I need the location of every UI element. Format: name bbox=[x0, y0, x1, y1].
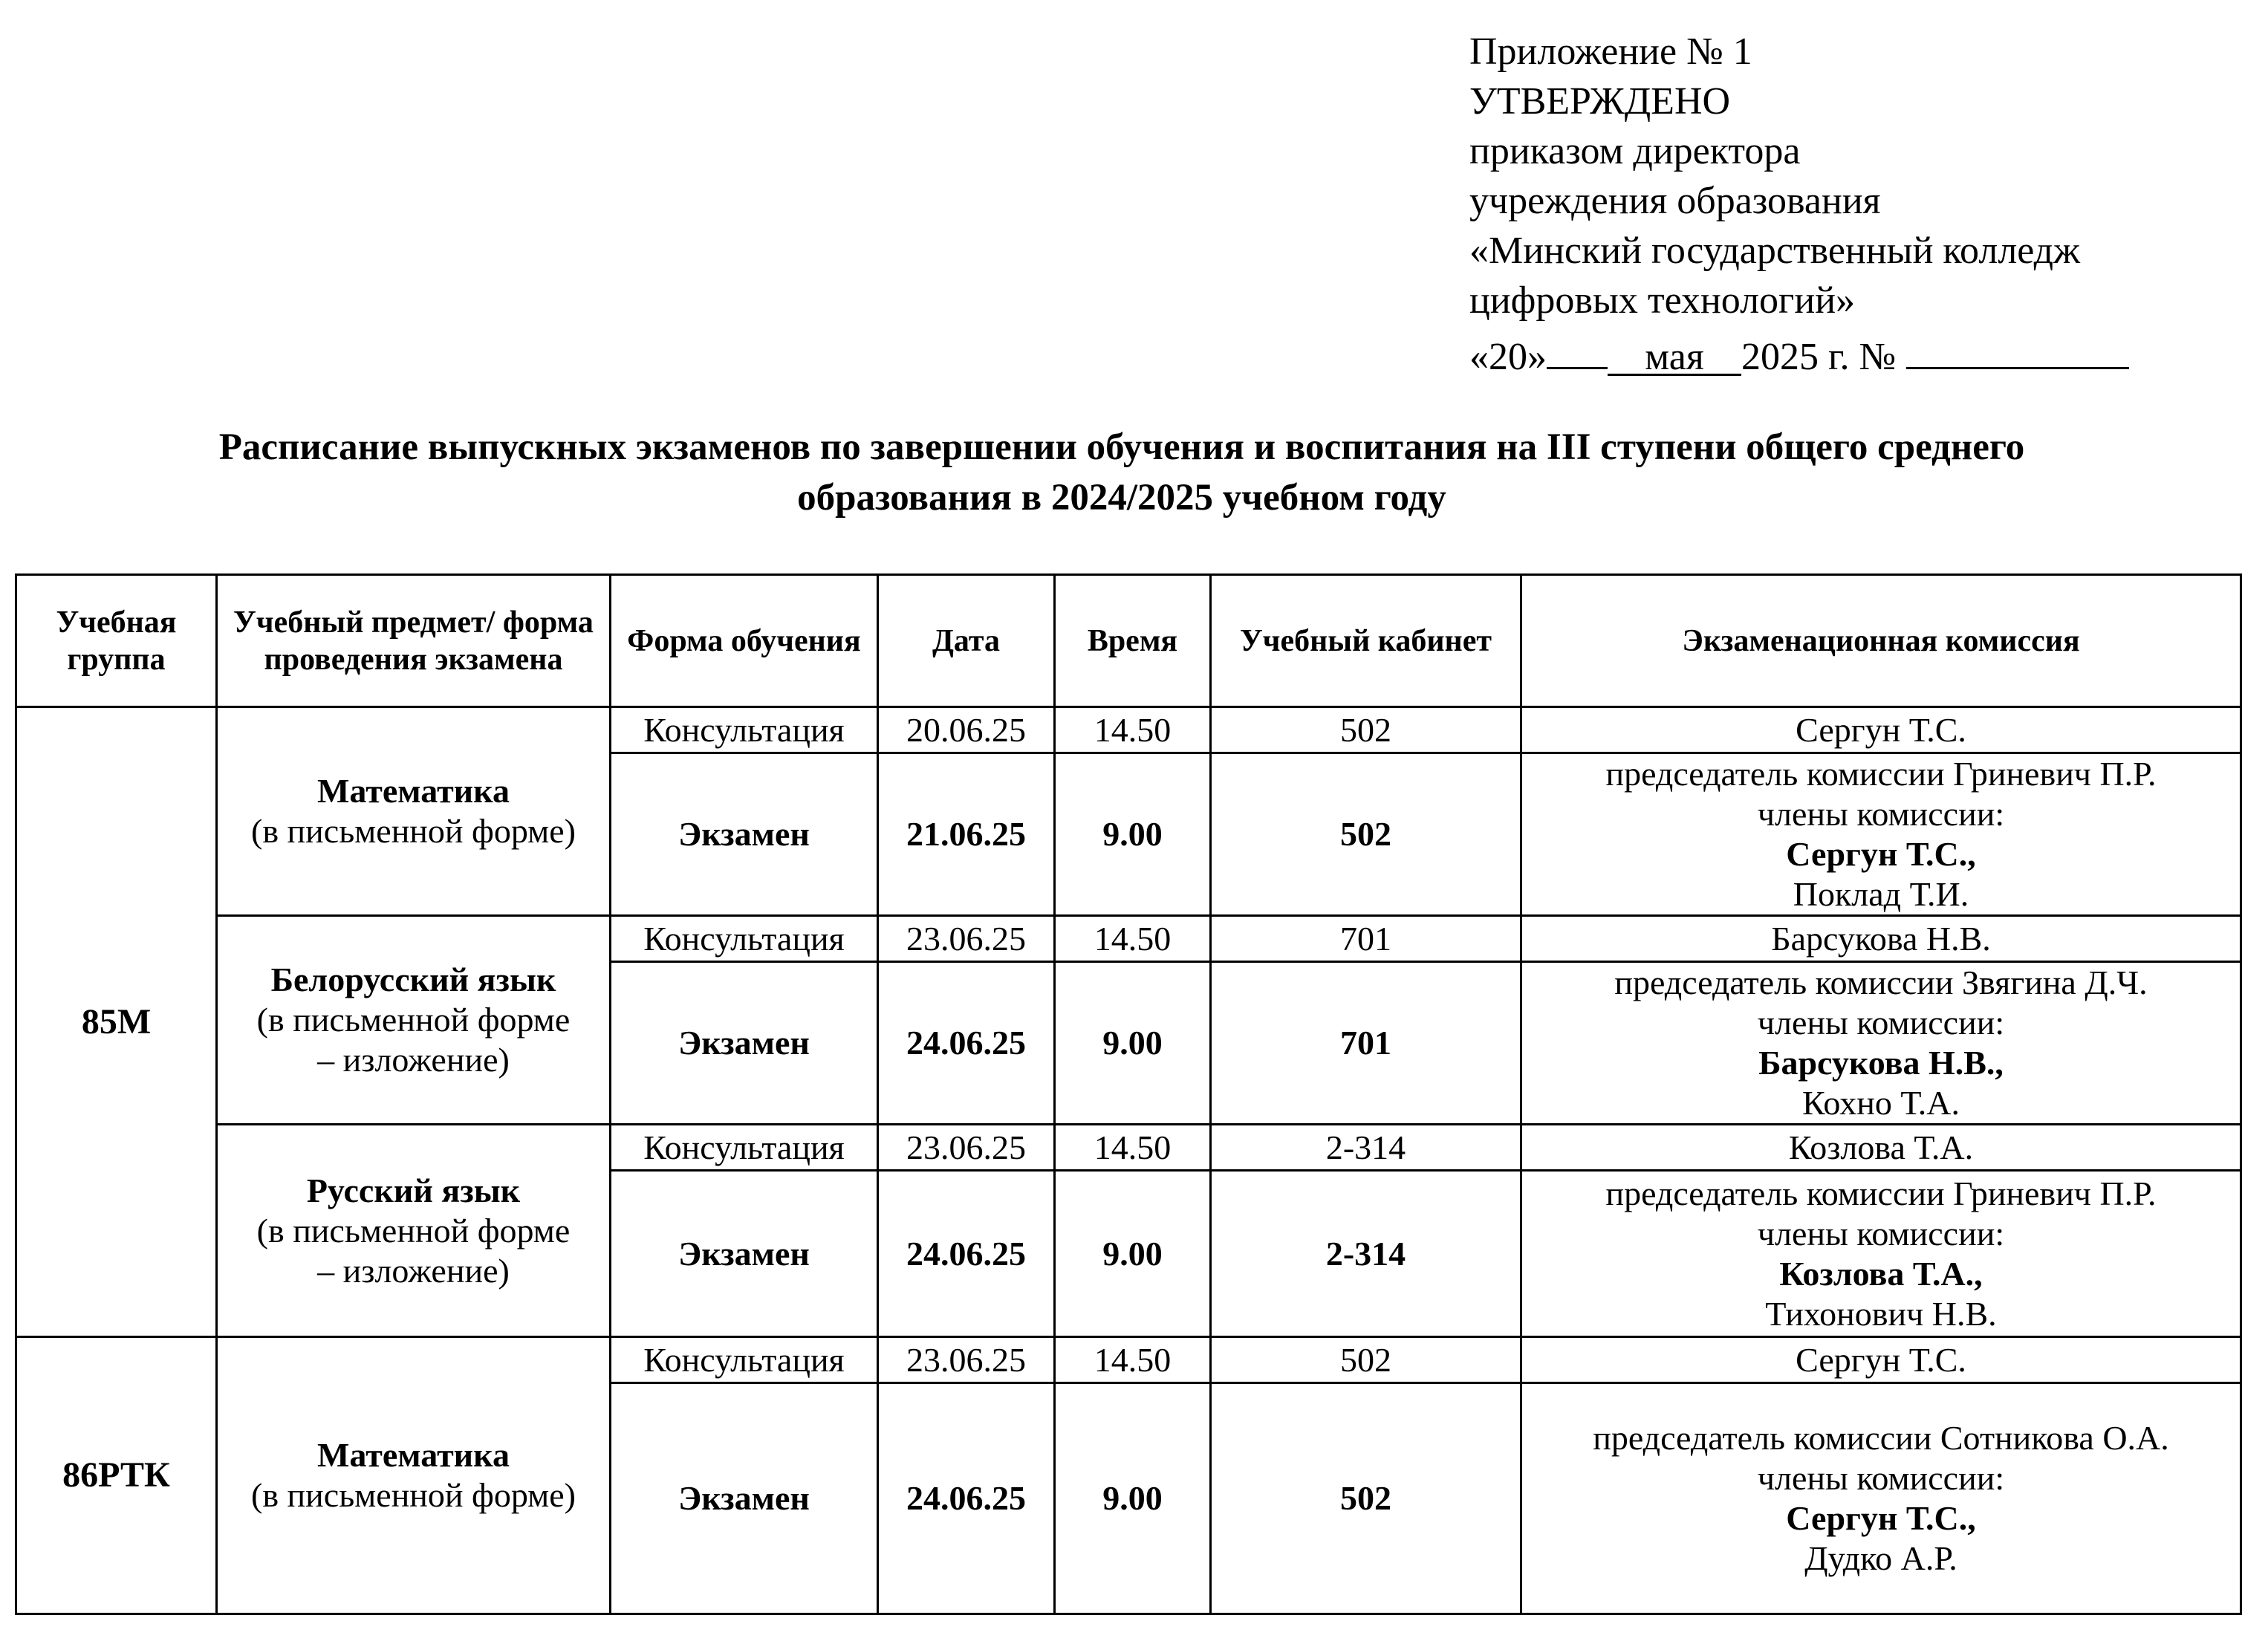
order-number-blank bbox=[1906, 325, 2129, 369]
room-cell: 701 bbox=[1211, 916, 1521, 962]
type-cell: Экзамен bbox=[611, 1383, 878, 1614]
commission-chair: председатель комиссии Гриневич П.Р. bbox=[1605, 1174, 2157, 1212]
commission-member: Дудко А.Р. bbox=[1804, 1539, 1957, 1577]
type-cell: Экзамен bbox=[611, 1171, 878, 1337]
commission-members-label: члены комиссии: bbox=[1757, 1214, 2005, 1252]
room-cell: 502 bbox=[1211, 1383, 1521, 1614]
room-cell: 701 bbox=[1211, 962, 1521, 1125]
header-commission: Экзаменационная комиссия bbox=[1521, 575, 2241, 707]
commission-members-label: члены комиссии: bbox=[1757, 1004, 2005, 1042]
room-cell: 2-314 bbox=[1211, 1125, 1521, 1171]
commission-member: Кохно Т.А. bbox=[1801, 1084, 1960, 1122]
approval-day: «20» bbox=[1469, 336, 1547, 378]
subject-form: (в письменной форме – изложение) bbox=[256, 1211, 571, 1290]
header-time: Время bbox=[1055, 575, 1211, 707]
approval-month: мая bbox=[1608, 332, 1741, 376]
approval-year: 2025 г. № bbox=[1741, 336, 1897, 378]
subject-cell bbox=[217, 707, 611, 916]
title-line-1: Расписание выпускных экзаменов по завершении обучения и воспитания на III ступени общего среднего bbox=[218, 426, 2025, 468]
blank-underline bbox=[1547, 325, 1608, 369]
commission-cell bbox=[1521, 753, 2241, 916]
commission-member-main: Сергун Т.С., bbox=[1786, 1499, 1976, 1537]
header-row bbox=[16, 575, 2241, 707]
subject-form: (в письменной форме) bbox=[251, 812, 576, 850]
header-date: Дата bbox=[878, 575, 1055, 707]
exam-schedule-table bbox=[15, 573, 2242, 1615]
commission-cell bbox=[1521, 962, 2241, 1125]
document-title bbox=[45, 422, 2199, 523]
header-group: Учебная группа bbox=[16, 575, 217, 707]
commission-cell: Сергун Т.С. bbox=[1521, 1337, 2241, 1383]
header-subject: Учебный предмет/ форма проведения экзамена bbox=[217, 575, 611, 707]
subject-cell bbox=[217, 1337, 611, 1614]
appendix-label: Приложение № 1 bbox=[1469, 30, 1752, 73]
time-cell: 9.00 bbox=[1055, 962, 1211, 1125]
commission-chair: председатель комиссии Гриневич П.Р. bbox=[1605, 755, 2157, 793]
order-line-2: учреждения образования bbox=[1469, 180, 1881, 222]
subject-name: Русский язык bbox=[306, 1171, 521, 1209]
commission-member-main: Сергун Т.С., bbox=[1786, 835, 1976, 873]
subject-name: Математика bbox=[317, 772, 510, 810]
subject-cell bbox=[217, 916, 611, 1125]
order-line-1: приказом директора bbox=[1469, 130, 1801, 172]
type-cell: Экзамен bbox=[611, 753, 878, 916]
subject-form: (в письменной форме – изложение) bbox=[256, 1001, 571, 1079]
commission-cell: Козлова Т.А. bbox=[1521, 1125, 2241, 1171]
date-cell: 24.06.25 bbox=[878, 962, 1055, 1125]
type-cell: Консультация bbox=[611, 707, 878, 753]
commission-chair: председатель комиссии Звягина Д.Ч. bbox=[1614, 964, 2148, 1001]
date-cell: 23.06.25 bbox=[878, 1337, 1055, 1383]
time-cell: 14.50 bbox=[1055, 707, 1211, 753]
room-cell: 502 bbox=[1211, 753, 1521, 916]
room-cell: 502 bbox=[1211, 1337, 1521, 1383]
type-cell: Экзамен bbox=[611, 962, 878, 1125]
table-row bbox=[16, 1337, 2241, 1383]
group-cell: 86РТК bbox=[16, 1337, 217, 1614]
header-type: Форма обучения bbox=[611, 575, 878, 707]
table-row bbox=[16, 1125, 2241, 1171]
date-cell: 23.06.25 bbox=[878, 916, 1055, 962]
commission-member-main: Козлова Т.А., bbox=[1779, 1254, 1983, 1293]
group-cell: 85М bbox=[16, 707, 217, 1337]
time-cell: 14.50 bbox=[1055, 1337, 1211, 1383]
title-line-2: образования в 2024/2025 учебном году bbox=[797, 477, 1446, 519]
subject-cell bbox=[217, 1125, 611, 1337]
time-cell: 14.50 bbox=[1055, 1125, 1211, 1171]
org-line-2: цифровых технологий» bbox=[1469, 279, 1856, 322]
approval-block bbox=[1469, 27, 2129, 382]
commission-member: Поклад Т.И. bbox=[1793, 875, 1969, 913]
date-cell: 24.06.25 bbox=[878, 1171, 1055, 1337]
commission-cell bbox=[1521, 1383, 2241, 1614]
commission-cell bbox=[1521, 1171, 2241, 1337]
commission-chair: председатель комиссии Сотникова О.А. bbox=[1593, 1419, 2169, 1457]
approved-label: УТВЕРЖДЕНО bbox=[1469, 80, 1731, 123]
subject-name: Математика bbox=[317, 1436, 510, 1474]
date-cell: 23.06.25 bbox=[878, 1125, 1055, 1171]
time-cell: 14.50 bbox=[1055, 916, 1211, 962]
time-cell: 9.00 bbox=[1055, 753, 1211, 916]
header-room: Учебный кабинет bbox=[1211, 575, 1521, 707]
room-cell: 2-314 bbox=[1211, 1171, 1521, 1337]
type-cell: Консультация bbox=[611, 1337, 878, 1383]
table-row bbox=[16, 916, 2241, 962]
commission-members-label: члены комиссии: bbox=[1757, 1459, 2005, 1497]
commission-cell: Барсукова Н.В. bbox=[1521, 916, 2241, 962]
date-cell: 21.06.25 bbox=[878, 753, 1055, 916]
type-cell: Консультация bbox=[611, 1125, 878, 1171]
approval-date-line bbox=[1469, 325, 2129, 382]
date-cell: 20.06.25 bbox=[878, 707, 1055, 753]
org-line-1: «Минский государственный колледж bbox=[1469, 230, 2081, 272]
time-cell: 9.00 bbox=[1055, 1383, 1211, 1614]
subject-form: (в письменной форме) bbox=[251, 1476, 576, 1514]
room-cell: 502 bbox=[1211, 707, 1521, 753]
table-row bbox=[16, 707, 2241, 753]
commission-member-main: Барсукова Н.В., bbox=[1758, 1044, 2004, 1082]
type-cell: Консультация bbox=[611, 916, 878, 962]
date-cell: 24.06.25 bbox=[878, 1383, 1055, 1614]
commission-cell: Сергун Т.С. bbox=[1521, 707, 2241, 753]
subject-name: Белорусский язык bbox=[270, 961, 556, 998]
time-cell: 9.00 bbox=[1055, 1171, 1211, 1337]
commission-member: Тихонович Н.В. bbox=[1765, 1294, 1997, 1333]
commission-members-label: члены комиссии: bbox=[1757, 795, 2005, 833]
